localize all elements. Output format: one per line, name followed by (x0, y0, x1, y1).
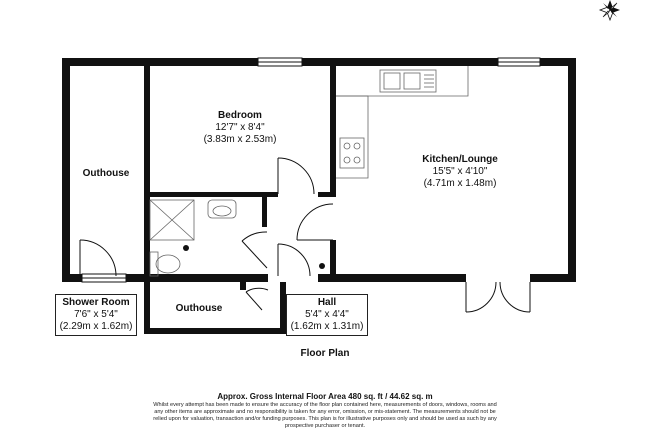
kitchen-label (400, 154, 520, 190)
room-dim-metric: (2.29m x 1.62m) (59, 321, 133, 332)
room-name: Bedroom (218, 110, 262, 121)
room-dim-imperial: 15'5" x 4'10" (432, 166, 488, 177)
room-dim-metric: (3.83m x 2.53m) (203, 134, 277, 145)
compass-icon (600, 0, 620, 20)
room-dim-metric: (1.62m x 1.31m) (290, 321, 364, 332)
room-name: Shower Room (62, 297, 130, 308)
room-name: Outhouse (175, 303, 223, 314)
room-name: Outhouse (82, 168, 130, 179)
walls (62, 58, 576, 334)
bathroom-fixtures (150, 200, 236, 276)
hall-label (286, 294, 368, 336)
room-dim-imperial: 7'6" x 5'4" (74, 309, 118, 320)
disclaimer-text: Whilst every attempt has been made to ensure the accuracy of the floor plan contained here, measurements of doors, windows, rooms and any other items are approximate and no responsibility is taken for any error, omission, or mis-statement. The measurements should not be relied upon for valuation, transaction and/or funding purposes. This plan is for illustrative purposes only and should be used as such by any prospective purchaser or tenant. (153, 402, 497, 429)
outhouse-left-label (72, 168, 140, 180)
bedroom-label (200, 110, 280, 146)
outhouse-bottom-label (160, 303, 238, 315)
room-dim-metric: (4.71m x 1.48m) (423, 178, 497, 189)
plan-title: Floor Plan (300, 348, 350, 359)
room-name: Kitchen/Lounge (422, 154, 498, 165)
room-dim-imperial: 12'7" x 8'4" (215, 122, 265, 133)
shower-room-label (55, 294, 137, 336)
floor-area-title: Approx. Gross Internal Floor Area 480 sq. ft / 44.62 sq. m (217, 392, 433, 401)
room-dim-imperial: 5'4" x 4'4" (305, 309, 349, 320)
room-name: Hall (317, 297, 337, 308)
